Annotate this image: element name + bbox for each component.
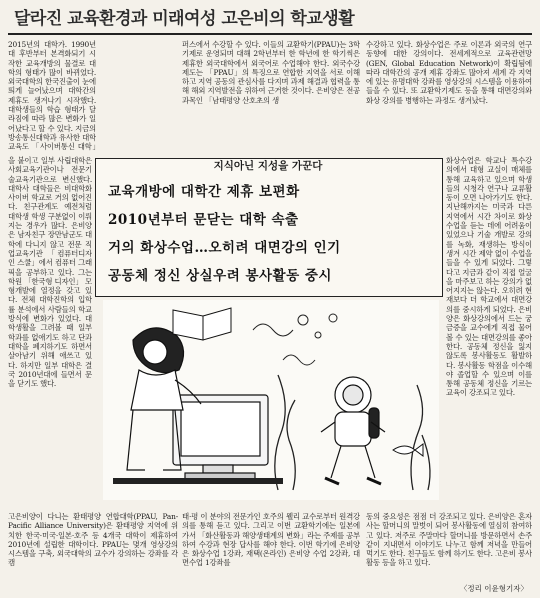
- column-2-top: [182, 40, 360, 154]
- computer-monitor-icon: [173, 395, 268, 479]
- column-2-bottom: [182, 512, 360, 592]
- column-3-bottom-text: 동의 중요성은 점점 더 강조되고 있다. 은비양은 혼자 사는 할머니의 말벗이 되어 봉사활동에 열심히 참여하고 있다. 저주로 주말마다 할머니를 방문하면서 손주같이 지내면서 이야기도 나누고 함께 저녁을 만들어 먹기도 한다. 친구들도 함께 하기도 한다. 고은비 봉사활동 등을 하고 있다.: [366, 512, 532, 568]
- column-1-bottom-text: 고은비양이 다니는 환태평양 연합대학(PPAU, Pan-Pacific Alliance University)은 환태평양 지역에 위치한 한국·미국·일본·호주 등 4개국 대학이 제휴하여 2010년에 설립한 대학이다. PPAU는 몇개 영상강의 시스템을 구축, 외국대학의 교수가 강의하는 강좌를 각 캠: [8, 512, 178, 568]
- column-2-top-text: 퍼스에서 수강할 수 있다. 이들의 교환학기(PPAU)는 3학기제로 운영되며 대해 2학년부터 한 학년에 한 학기씩은 제휴한 외국대학에서 외국어로 수업해야 한다. 외국수강제도는 「PPAU」의 특징으로 연합한 지역을 서로 이해하고 지역 공동의 관심사를 다지며 과제 해결과 협력을 통해 해외 지역발전을 위하여 근거한 것이다. 은비양은 전공과목인 「남태평양 산호초의 생: [182, 40, 360, 105]
- column-1-bottom: [8, 512, 178, 592]
- headline: 달라진 교육환경과 미래여성 고은비의 학교생활: [14, 9, 355, 29]
- column-1-top-text: 2015년의 대학가. 1990년대 후반부터 본격화되기 시작한 교육개방의 물결로 대학의 형태가 많이 바뀌었다. 외국대학의 한국진출이 눈에 띄게 늘어났으며 대학간의 제휴도 생겨나기 시작했다. 대학생들의 학습 형태가 달라짐에 따라 많은 변화가 일어났다고 할 수 있다. 지금의 방송통신대학과 유사한 대학 교육도 「사이버통신 대학」: [8, 40, 96, 152]
- column-1-top: [8, 40, 96, 152]
- column-right-mid-text: 화상수업은 학교나 특수강의에서 대형 교실이 매체를 통해 교육하고 있으며 학생들의 시청각 연구나 교류활동이 오면 나아가기도 한다. 지난해까지는 미국과 다른 지역에서 시간 차이로 화상수업을 듣는 데에 어려움이 있었으나 기술 개발로 강의를 녹화, 재생하는 방식이 생겨 시간 제약 없이 수업을 들을 수 있게 되었다. 그렇다고 지금과 같이 직접 얼굴을 마주보고 하는 강의가 없어지지는 않는다. 오히려 현재보다 더 학교에서 대면강의를 중시하게 되었다. 은비양은 화상강의에서 드는 궁금증을 교수에게 직접 물어볼 수 있는 대면강의를 좋아한다. 공동체 정신을 잃지 않도록 봉사활동도 활발하다. 봉사활동 학점을 이수해야 졸업할 수 있으며 이를 통해 공동체 정신을 기르는 교육이 강조되고 있다.: [446, 156, 532, 398]
- diver-icon: [321, 377, 385, 484]
- illustration-drawing: [103, 300, 439, 500]
- bubble-icon: [298, 315, 308, 325]
- column-3-top: [366, 40, 532, 154]
- column-3-bottom: [366, 512, 532, 582]
- squiggle: [253, 324, 293, 336]
- reporter-credit: 〈정리 이윤형기자〉: [459, 584, 528, 593]
- column-left-mid: [8, 156, 92, 506]
- headline-rule: [8, 33, 532, 35]
- subhead-line-4: 공동체 정신 상실우려 봉사활동 중시: [108, 268, 332, 284]
- column-right-mid: [446, 156, 532, 506]
- column-2-bottom-text: 태·평 이 분야의 전문가인 호주의 웰리 교수로부터 원격강의를 통해 듣고 있다. 그리고 이번 교환학기에는 일본에 가서 「화산활동과 해양생태계의 변화」라는 주제를 공부하여 수강과 현장 답사를 해야 한다. 이번 학기에 은비양은 화상수업 1강좌, 재택(온라인) 은비양 수업 2강좌, 대면수업 1강좌를: [182, 512, 360, 568]
- subhead-line-3: 거의 화상수업…오히려 대면강의 인기: [108, 240, 341, 256]
- book-icon: [173, 308, 231, 340]
- subhead-kicker: 지식아닌 지성을 가꾼다: [213, 160, 323, 172]
- column-left-mid-text: 을 붙이고 일부 사립대학은 사회교육기관이나 전문기술교육기관으로 변신했다. 대학사 대학들은 비대학화 사이버 학교로 거의 없어진다. 친구관계도 예전처럼 대학생 학생 구분없이 이뤄지는 경우가 많다. 은비양은 남자친구 장만남군도 대학에 다니지 않고 전문 직업교육기관 「컴퓨터디자인 스쿨」에서 컴퓨터 그래픽을 공부하고 있다. 그는 학원 「한국형 디자인」 모형개발에 열정을 갖고 있다. 전체 대학진학의 입학률 분석에서 사람들의 학교 방식에 변화가 있었다. 대학생활을 그려볼 때 일부 학과를 없애기도 하고 단과대학을 폐지하기도 하면서 살아남기 위해 애쓰고 있다. 하지만 일부 대학은 결국 2010년대에 들면서 문을 닫기도 했다.: [8, 156, 92, 389]
- illustration: [103, 300, 439, 500]
- column-3-top-text: 수강하고 있다. 화상수업은 주로 이론과 외국의 연구동향에 대한 강의이다. 전세계적으로 교육관련망(GEN, Global Education Network)이 확립됨에 따라 대학간의 공개 제휴 강좌도 많아져 세계 각 지역에 있는 유명대학 강좌를 영상강의 시스템을 이용하여 들을 수 있다. 또 교환학기제도 등을 통해 대면강의와 화상 강의를 병행하는 과정도 생겨났다.: [366, 40, 532, 105]
- subhead-line-1: 교육개방에 대학간 제휴 보편화: [108, 184, 300, 200]
- desk: [113, 478, 283, 484]
- column-1b-top: [100, 40, 178, 152]
- subhead-line-2: 2010년부터 문닫는 대학 속출: [108, 212, 299, 228]
